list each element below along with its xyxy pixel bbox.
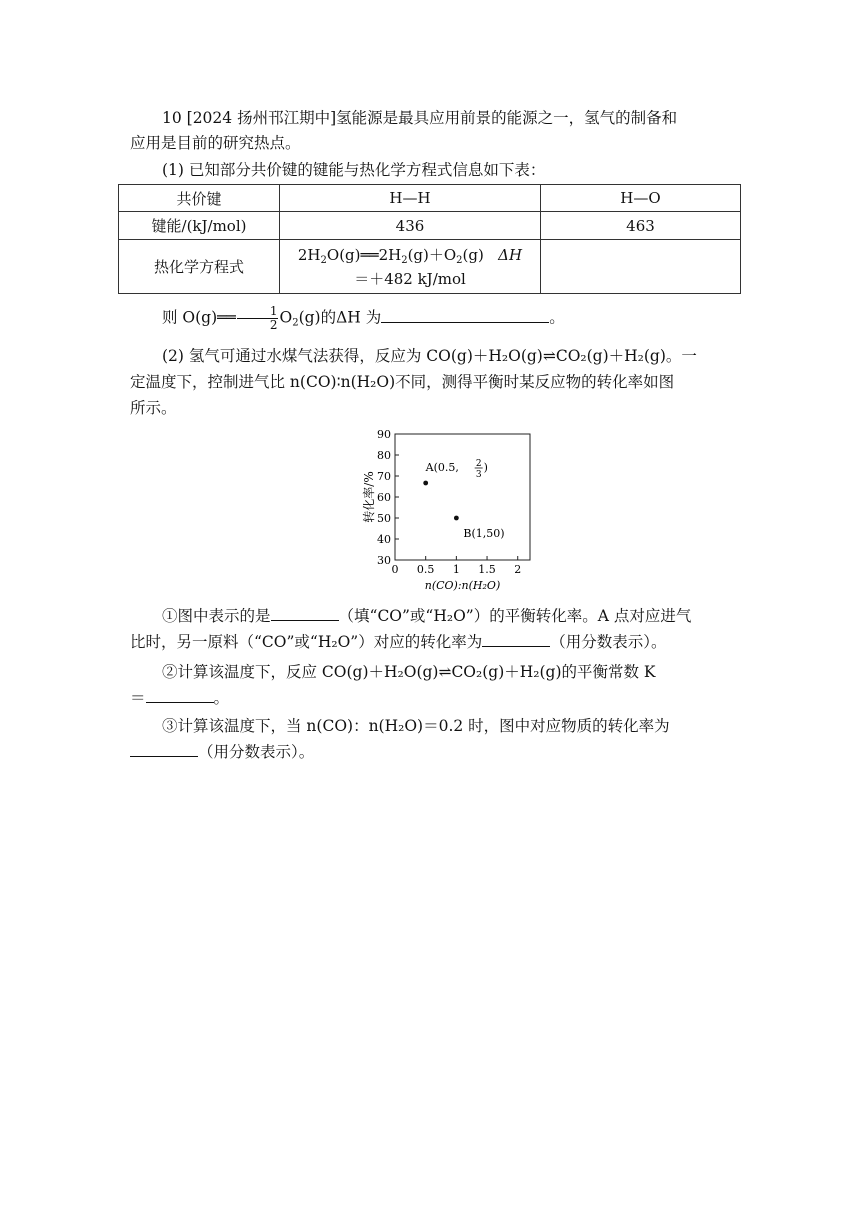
part1-question: 则 O(g)══ $\frac{1}{2}$ $O_2(g)$的ΔH 为 。 xyxy=(162,304,565,332)
conversion-chart xyxy=(355,424,540,596)
part2-line2: 定温度下，控制进气比 n(CO)∶n(H₂O)不同，测得平衡时某反应物的转化率如图 xyxy=(130,373,675,391)
subq3-line2: （用分数表示）。 xyxy=(130,740,742,765)
subq3-line1: ③计算该温度下，当 n(CO)：n(H₂O)＝0.2 时，图中对应物质的转化率为 xyxy=(162,717,670,735)
table-label-energy: 键能/(kJ/mol) xyxy=(119,212,280,240)
y-tick-label: 60 xyxy=(377,491,391,504)
subq1-line1: ①图中表示的是 （填“CO”或“H₂O”）的平衡转化率。A 点对应进气 xyxy=(130,604,742,629)
table-header-hh: H—H xyxy=(280,185,541,212)
answer-blank-q1b[interactable] xyxy=(482,630,550,647)
point-a xyxy=(423,481,428,486)
chart-frame xyxy=(395,434,530,560)
y-tick-label: 30 xyxy=(377,554,391,567)
answer-blank-q3[interactable] xyxy=(130,740,198,757)
table-value-ho: 463 xyxy=(541,212,741,240)
part2-line3: 所示。 xyxy=(130,399,177,417)
answer-blank-q2[interactable] xyxy=(146,686,214,703)
table-equation: $2H_2O(g)══2H_2(g)+O_2(g)$ ΔH ＝＋482 kJ/mol xyxy=(280,240,541,294)
point-b-label: B(1,50) xyxy=(463,527,505,540)
fraction-half: $\frac{1}{2}$ xyxy=(237,305,279,332)
table-value-hh: 436 xyxy=(280,212,541,240)
bond-energy-table xyxy=(118,184,741,294)
table-label-equation: 热化学方程式 xyxy=(119,240,280,294)
subq2-line2: ＝ 。 xyxy=(130,686,742,711)
table-header-bond: 共价键 xyxy=(119,185,280,212)
point-a-label-den: 3 xyxy=(475,469,482,480)
part2-line1: (2) 氢气可通过水煤气法获得，反应为 CO(g)＋H₂O(g)⇌CO₂(g)＋H₂(g)。一 xyxy=(162,347,697,365)
answer-blank-q1a[interactable] xyxy=(271,604,339,621)
question-intro-line2: 应用是目前的研究热点。 xyxy=(130,134,301,152)
chart-ylabel: 转化率/% xyxy=(362,471,376,523)
chart-xlabel: n(CO):n(H₂O) xyxy=(424,579,501,592)
table-empty-cell xyxy=(541,240,741,294)
y-tick-label: 80 xyxy=(377,449,391,462)
table-header-ho: H—O xyxy=(541,185,741,212)
x-tick-label: 0.5 xyxy=(416,563,435,576)
x-tick-label: 1.5 xyxy=(478,563,496,576)
y-tick-label: 40 xyxy=(377,533,391,546)
answer-blank-dh[interactable] xyxy=(381,306,549,323)
x-tick-label: 2 xyxy=(514,563,522,576)
subq1-line2: 比时，另一原料（“CO”或“H₂O”）对应的转化率为 （用分数表示）。 xyxy=(130,630,742,655)
point-a-label-end: ) xyxy=(483,460,488,474)
part1-intro: (1) 已知部分共价键的键能与热化学方程式信息如下表： xyxy=(162,161,546,179)
subq2-line1: ②计算该温度下，反应 CO(g)＋H₂O(g)⇌CO₂(g)＋H₂(g)的平衡常数 K xyxy=(162,663,656,681)
point-a-label: A(0.5, xyxy=(425,460,459,474)
point-a-label-num: 2 xyxy=(475,458,482,469)
x-tick-label: 1 xyxy=(452,563,460,576)
y-tick-label: 50 xyxy=(377,512,391,525)
y-tick-label: 70 xyxy=(377,470,391,483)
question-intro-line1: 10 [2024 扬州邗江期中]氢能源是最具应用前景的能源之一，氢气的制备和 xyxy=(162,109,678,127)
point-b xyxy=(454,516,459,521)
x-tick-label: 0 xyxy=(391,563,399,576)
y-tick-label: 90 xyxy=(377,428,391,441)
table-equation-dh: ＝＋482 kJ/mol xyxy=(354,269,466,288)
